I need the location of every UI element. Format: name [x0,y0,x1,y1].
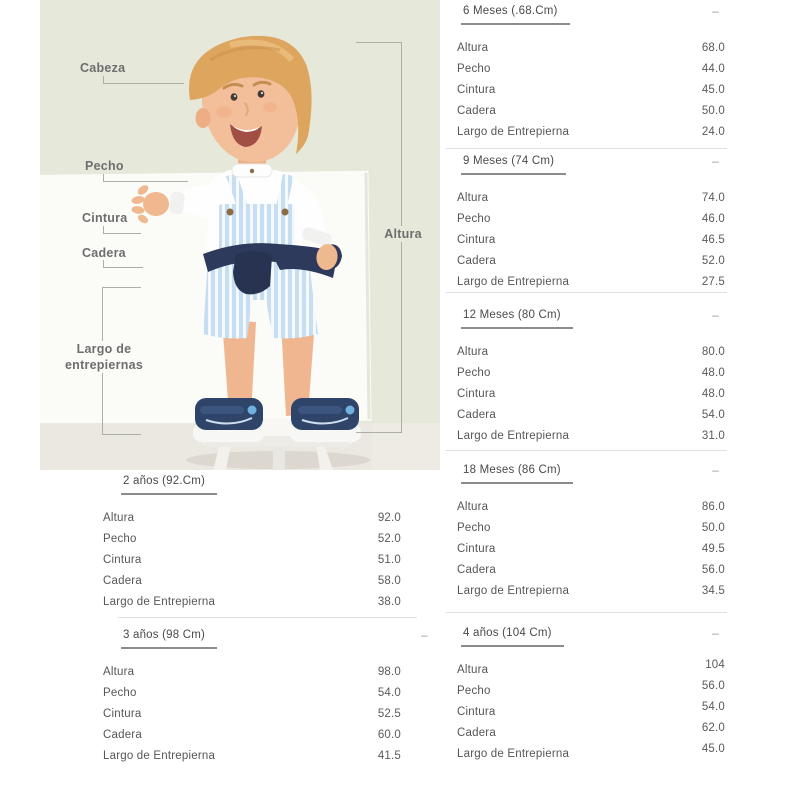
measurement-row [100,661,430,682]
measurement-label: Largo de Entrepierna [457,584,570,597]
measurement-value: 48.0 [701,387,725,400]
size-guide-photo [40,0,440,470]
entrepierna-label-line1: Largo de [76,342,132,356]
size-table-6-meses [442,4,730,142]
measurement-row [100,745,430,766]
measurement-value: 92.0 [377,511,401,524]
measurement-label: Cintura [457,387,496,400]
measurement-value: 86.0 [701,500,725,513]
measurement-row [442,341,730,362]
table-divider [445,292,727,293]
measurement-label: Cintura [457,83,496,96]
size-table-12-meses [442,308,730,446]
table-header [461,626,730,647]
size-table-2-anos [100,474,430,612]
measurement-value: 50.0 [701,104,725,117]
measurement-row [442,362,730,383]
size-table-title: 18 Meses (86 Cm) [461,463,573,484]
measurement-label: Pecho [457,521,491,534]
measurement-value: 51.0 [377,553,401,566]
measurement-row [442,743,730,764]
cabeza-bracket-line [103,76,184,84]
collapse-dash: – [712,626,719,640]
measurement-label: Cintura [103,707,142,720]
measurement-value: 50.0 [701,521,725,534]
measurement-value: 80.0 [701,345,725,358]
measurement-value: 31.0 [701,429,725,442]
collapse-dash: – [712,4,719,18]
measurement-row [442,208,730,229]
size-table-title: 2 años (92.Cm) [121,474,217,495]
measurement-label: Altura [457,191,489,204]
measurement-value: 49.5 [701,542,725,555]
measurement-label: Pecho [457,212,491,225]
measurement-value: 56.0 [701,563,725,576]
measurement-label: Largo de Entrepierna [103,595,216,608]
size-table-title: 9 Meses (74 Cm) [461,154,566,175]
measurement-label: Largo de Entrepierna [457,747,570,760]
measurement-row [100,682,430,703]
measurement-row [100,703,430,724]
size-table-title: 4 años (104 Cm) [461,626,564,647]
table-header [121,474,430,495]
measurement-row [442,100,730,121]
measurement-value: 68.0 [701,41,725,54]
measurement-label: Pecho [103,686,137,699]
measurement-row [442,271,730,292]
table-divider [445,612,727,613]
measurement-row [100,724,430,745]
measurement-row [442,496,730,517]
measurement-row [442,404,730,425]
table-header [121,628,430,649]
table-header [461,463,730,484]
measurement-row [442,517,730,538]
measurement-row [442,538,730,559]
measurement-label: Cadera [457,408,496,421]
measurement-label: Pecho [457,684,491,697]
measurement-value: 104 [705,658,725,671]
table-divider [445,148,727,149]
measurement-row [100,570,430,591]
measurement-label: Altura [457,41,489,54]
measurement-label: Largo de Entrepierna [457,429,570,442]
measurement-label: Largo de Entrepierna [457,275,570,288]
measurement-value: 27.5 [701,275,725,288]
measurement-row [442,559,730,580]
measurement-label: Cintura [103,553,142,566]
measurement-label: Cadera [457,104,496,117]
measurement-value: 54.0 [377,686,401,699]
measurement-row [442,425,730,446]
cadera-bracket-line [103,260,143,268]
measurement-value: 98.0 [377,665,401,678]
measurement-value: 58.0 [377,574,401,587]
measurement-row [442,722,730,743]
measurement-row [442,187,730,208]
measurement-value: 52.0 [377,532,401,545]
table-divider [118,617,417,618]
measurement-value: 34.5 [701,584,725,597]
size-table-3-anos [100,628,430,766]
measurement-row [442,701,730,722]
measurement-value: 24.0 [701,125,725,138]
measurement-value: 74.0 [701,191,725,204]
measurement-value: 48.0 [701,366,725,379]
measurement-value: 38.0 [377,595,401,608]
measurement-row [442,383,730,404]
measurement-row [100,549,430,570]
table-header [461,154,730,175]
collapse-dash: – [712,154,719,168]
collapse-dash: – [421,628,428,642]
size-table-9-meses [442,154,730,292]
measurement-value: 54.0 [701,408,725,421]
table-header [461,308,730,329]
measurement-value: 60.0 [377,728,401,741]
measurement-label: Cadera [457,254,496,267]
cabeza-label: Cabeza [80,61,126,75]
measurement-row [100,507,430,528]
measurement-value: 45.0 [701,742,725,755]
measurement-label: Altura [457,663,489,676]
measurement-label: Cintura [457,705,496,718]
measurement-value: 41.5 [377,749,401,762]
measurement-label: Largo de Entrepierna [103,749,216,762]
collapse-dash: – [712,308,719,322]
measurement-label: Cadera [457,563,496,576]
measurement-value: 44.0 [701,62,725,75]
measurement-label: Largo de Entrepierna [457,125,570,138]
cintura-bracket-line [103,226,141,234]
measurement-label: Altura [457,345,489,358]
measurement-label: Pecho [103,532,137,545]
measurement-value: 46.5 [701,233,725,246]
measurement-row [100,528,430,549]
measurement-label: Altura [103,511,135,524]
measurement-row [442,680,730,701]
measurement-label: Cadera [103,728,142,741]
size-table-18-meses [442,463,730,601]
measurement-value: 54.0 [701,700,725,713]
measurement-row [442,659,730,680]
measurement-row [100,591,430,612]
size-table-title: 12 Meses (80 Cm) [461,308,573,329]
measurement-label: Pecho [457,366,491,379]
measurement-row [442,79,730,100]
table-divider [445,450,727,451]
measurement-value: 62.0 [701,721,725,734]
measurement-value: 45.0 [701,83,725,96]
entrepierna-label-line2: entrepiernas [64,358,144,372]
measurement-row [442,250,730,271]
measurement-label: Altura [103,665,135,678]
altura-label: Altura [378,226,428,242]
size-table-title: 3 años (98 Cm) [121,628,217,649]
size-table-4-anos [442,626,730,764]
measurement-label: Pecho [457,62,491,75]
measurement-row [442,121,730,142]
measurement-row [442,580,730,601]
measurement-label: Cadera [457,726,496,739]
entrepierna-label [54,341,154,373]
measurement-label: Cintura [457,542,496,555]
cintura-label: Cintura [82,211,128,225]
measurement-value: 46.0 [701,212,725,225]
measurement-value: 56.0 [701,679,725,692]
collapse-dash: – [712,463,719,477]
measurement-row [442,58,730,79]
pecho-label: Pecho [85,159,124,173]
measurement-value: 52.0 [701,254,725,267]
measurement-label: Cadera [103,574,142,587]
size-table-title: 6 Meses (.68.Cm) [461,4,570,25]
table-header [461,4,730,25]
measurement-label: Altura [457,500,489,513]
pecho-bracket-line [103,174,188,182]
cadera-label: Cadera [82,246,126,260]
measurement-row [442,37,730,58]
measurement-row [442,229,730,250]
measurement-label: Cintura [457,233,496,246]
measurement-value: 52.5 [377,707,401,720]
